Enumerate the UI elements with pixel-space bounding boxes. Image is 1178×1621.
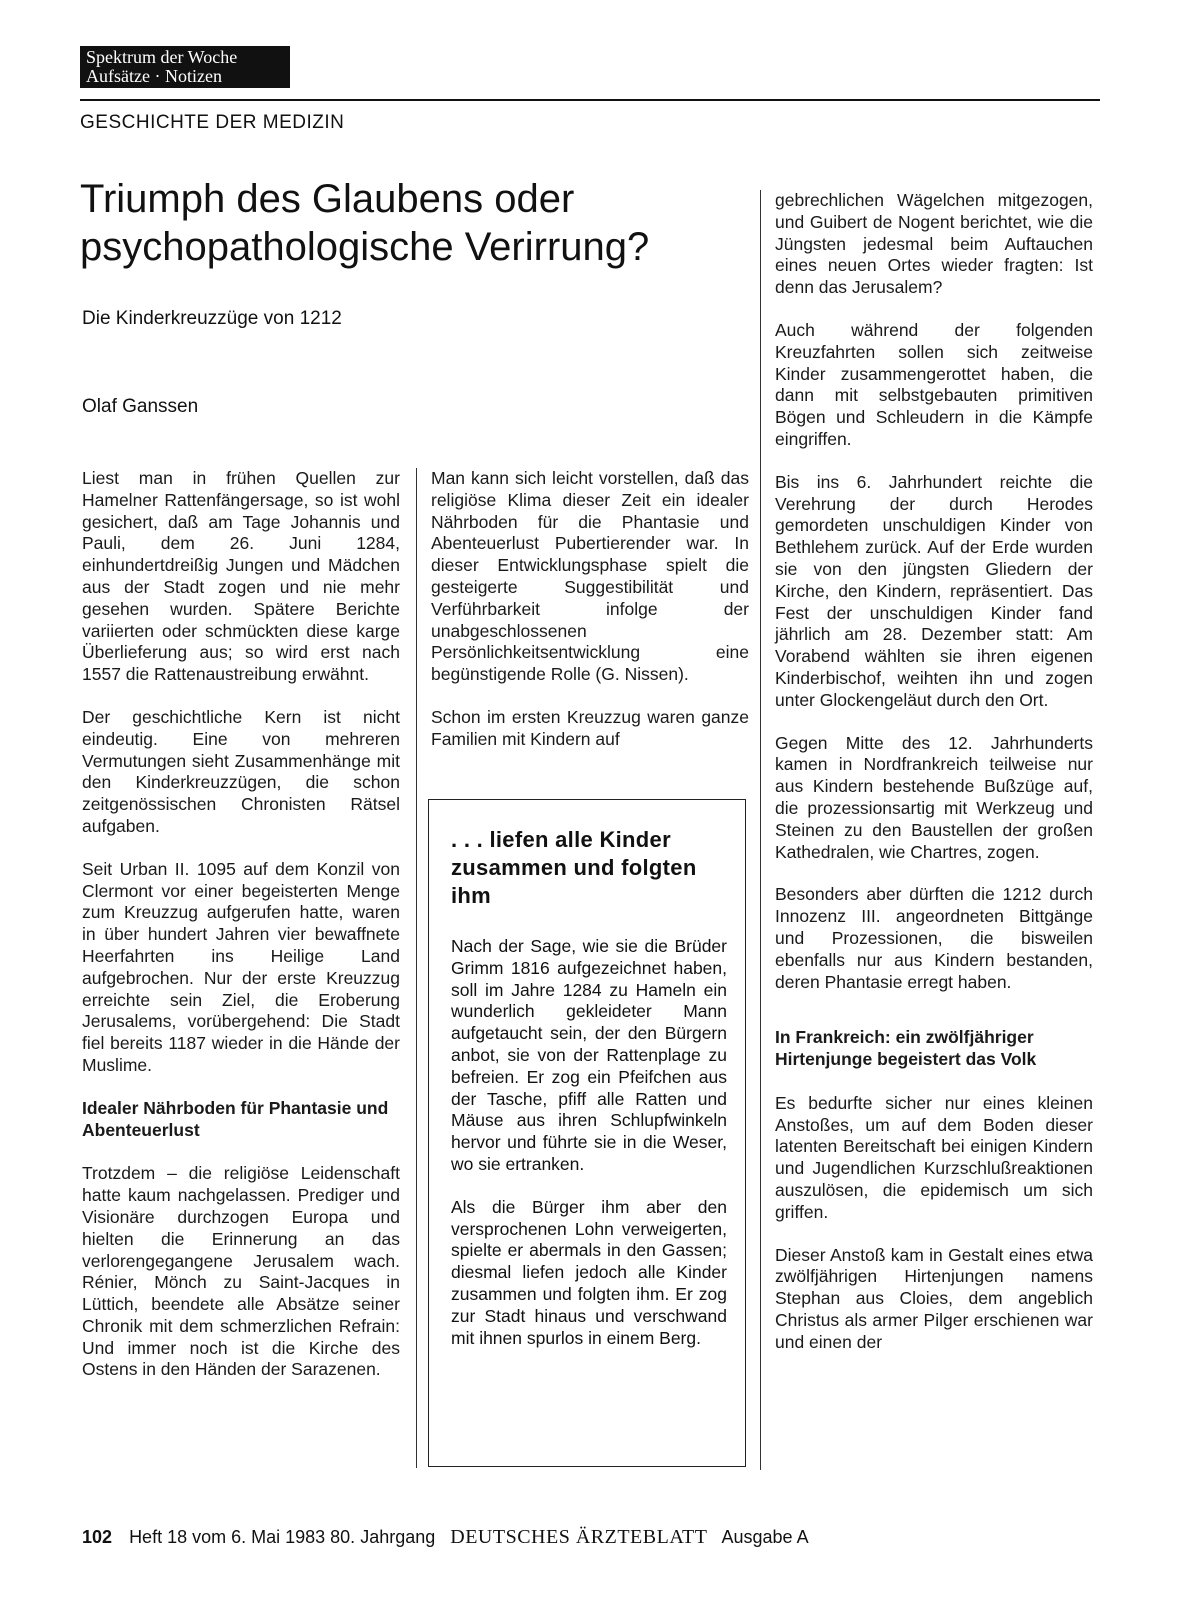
box-paragraph: Als die Bürger ihm aber den versprochenen Lohn verweigerten, spielte er abermals in den Gassen; diesmal liefen jedoch alle Kinder zusammen und folgten ihm. Er zog zur Stadt hinaus und verschwand mit ihnen spurlos in einem Berg. [451, 1196, 727, 1348]
edition-label: Ausgabe A [721, 1527, 809, 1547]
box-paragraph: Nach der Sage, wie sie die Brüder Grimm 1816 aufgezeichnet haben, soll im Jahre 1284 zu Hameln ein wunderlich gekleideter Mann aufgetaucht sein, der den Bürgern anbot, sie von der Rattenplage zu befreien. Er zog ein Pfeifchen aus der Tasche, pfiff alle Ratten und Mäuse aus ihren Schlupfwinkeln hervor und führte sie in die Weser, wo sie ertranken. [451, 936, 727, 1174]
paragraph: Besonders aber dürften die 1212 durch Innozenz III. angeordneten Bittgänge und Prozessionen, die bisweilen ebenfalls nur aus Kindern bestanden, deren Phantasie erregt haben. [775, 884, 1093, 992]
page-footer [82, 1526, 809, 1549]
column-1 [82, 468, 400, 1402]
column-3 [775, 190, 1093, 1375]
paragraph: Trotzdem – die religiöse Leidenschaft hatte kaum nachgelassen. Prediger und Visionäre durchzogen Europa und hielten die Erinnerung an das verlorengegangene Jerusalem wach. Rénier, Mönch zu Saint-Jacques in Lüttich, beendete alle Absätze seiner Chronik mit dem schmerzlichen Refrain: Und immer noch ist die Kirche des Ostens in den Händen der Sarazenen. [82, 1163, 400, 1380]
paragraph: Dieser Anstoß kam in Gestalt eines etwa zwölfjährigen Hirtenjungen namens Stephan aus Cloies, dem angeblich Christus als armer Pilger erschienen war und einen der [775, 1244, 1093, 1352]
header-rule [80, 99, 1100, 101]
paragraph: Auch während der folgenden Kreuzfahrten sollen sich zeitweise Kinder zusammengerottet haben, die dann mit selbstgebauten primitiven Bögen und Schleudern in die Kämpfe eingriffen. [775, 319, 1093, 449]
badge-line-2: Aufsätze · Notizen [86, 66, 222, 86]
paragraph: Schon im ersten Kreuzzug waren ganze Familien mit Kindern auf [431, 706, 749, 749]
paragraph: Liest man in frühen Quellen zur Hamelner Rattenfängersage, so ist wohl gesichert, daß am Tage Johannis und Pauli, dem 26. Juni 1284, einhundertdreißig Jungen und Mädchen aus der Stadt zogen und nie mehr gesehen wurden. Spätere Berichte variierten oder schmückten diese karge Überlieferung aus; so wird erst nach 1557 die Rattenaustreibung erwähnt. [82, 468, 400, 685]
article-subtitle: Die Kinderkreuzzüge von 1212 [82, 308, 342, 329]
paragraph: Es bedurfte sicher nur eines kleinen Anstoßes, um auf dem Boden dieser latenten Bereitschaft bei einigen Kindern und Jugendlichen Kurzschlußreaktionen auszulösen, die epidemisch um sich griffen. [775, 1092, 1093, 1222]
column-divider [760, 190, 761, 1470]
issue-info: Heft 18 vom 6. Mai 1983 80. Jahrgang [129, 1527, 436, 1547]
paragraph: Bis ins 6. Jahrhundert reichte die Verehrung der durch Herodes gemordeten unschuldigen Kinder von Bethlehem zurück. Auf der Erde wurden sie von den jüngsten Gliedern der Kirche, den Kindern, repräsentiert. Das Fest der unschuldigen Kinder fand jährlich am 28. Dezember statt: Am Vorabend wählten sie ihren eigenen Kinderbischof, weihten ihn und zogen unter Glockengeläut durch den Ort. [775, 471, 1093, 710]
box-heading: . . . liefen alle Kinder zusammen und folgten ihm [451, 827, 697, 908]
sidebar-box [428, 799, 746, 1467]
subheading: In Frankreich: ein zwölfjähriger Hirtenjunge begeistert das Volk [775, 1027, 1037, 1070]
badge-line-1: Spektrum der Woche [86, 47, 238, 67]
paragraph: Gegen Mitte des 12. Jahrhunderts kamen in Nordfrankreich teilweise nur aus Kindern bestehende Bußzüge auf, die prozessionsartig mit Werkzeug und Steinen zu den Baustellen der großen Kathedralen, wie Chartres, zogen. [775, 732, 1093, 862]
section-badge [80, 46, 290, 88]
paragraph: gebrechlichen Wägelchen mitgezogen, und Guibert de Nogent berichtet, wie die Jüngsten jedesmal beim Auftauchen eines neuen Ortes wieder fragten: Ist denn das Jerusalem? [775, 190, 1093, 298]
paragraph: Seit Urban II. 1095 auf dem Konzil von Clermont vor einer begeisterten Menge zum Kreuzzug aufgerufen hatte, waren in über hundert Jahren vier bewaffnete Heerfahrten ins Heilige Land aufgebrochen. Nur der erste Kreuzzug erreichte sein Ziel, die Eroberung Jerusalems, vorübergehend: Die Stadt fiel bereits 1187 wieder in die Hände der Muslime. [82, 858, 400, 1075]
column-divider [416, 468, 417, 1468]
page-number: 102 [82, 1527, 113, 1547]
column-2 [431, 468, 749, 772]
section-label: GESCHICHTE DER MEDIZIN [80, 112, 345, 133]
paragraph: Der geschichtliche Kern ist nicht eindeutig. Eine von mehreren Vermutungen sieht Zusammenhänge mit den Kinderkreuzzügen, die schon zeitgenössischen Chronisten Rätsel aufgaben. [82, 706, 400, 836]
subheading: Idealer Nährboden für Phantasie und Abenteuerlust [82, 1097, 389, 1140]
article-title: Triumph des Glaubens oder psychopathologische Verirrung? [80, 177, 650, 269]
paragraph: Man kann sich leicht vorstellen, daß das religiöse Klima dieser Zeit ein idealer Nährboden für die Phantasie und Abenteuerlust Pubertierender war. In dieser Entwicklungsphase spielt die gesteigerte Suggestibilität und Verführbarkeit infolge der unabgeschlossenen Persönlichkeitsentwicklung eine begünstigende Rolle (G. Nissen). [431, 468, 749, 685]
journal-name: DEUTSCHES ÄRZTEBLATT [450, 1526, 708, 1548]
article-author: Olaf Ganssen [82, 396, 199, 417]
